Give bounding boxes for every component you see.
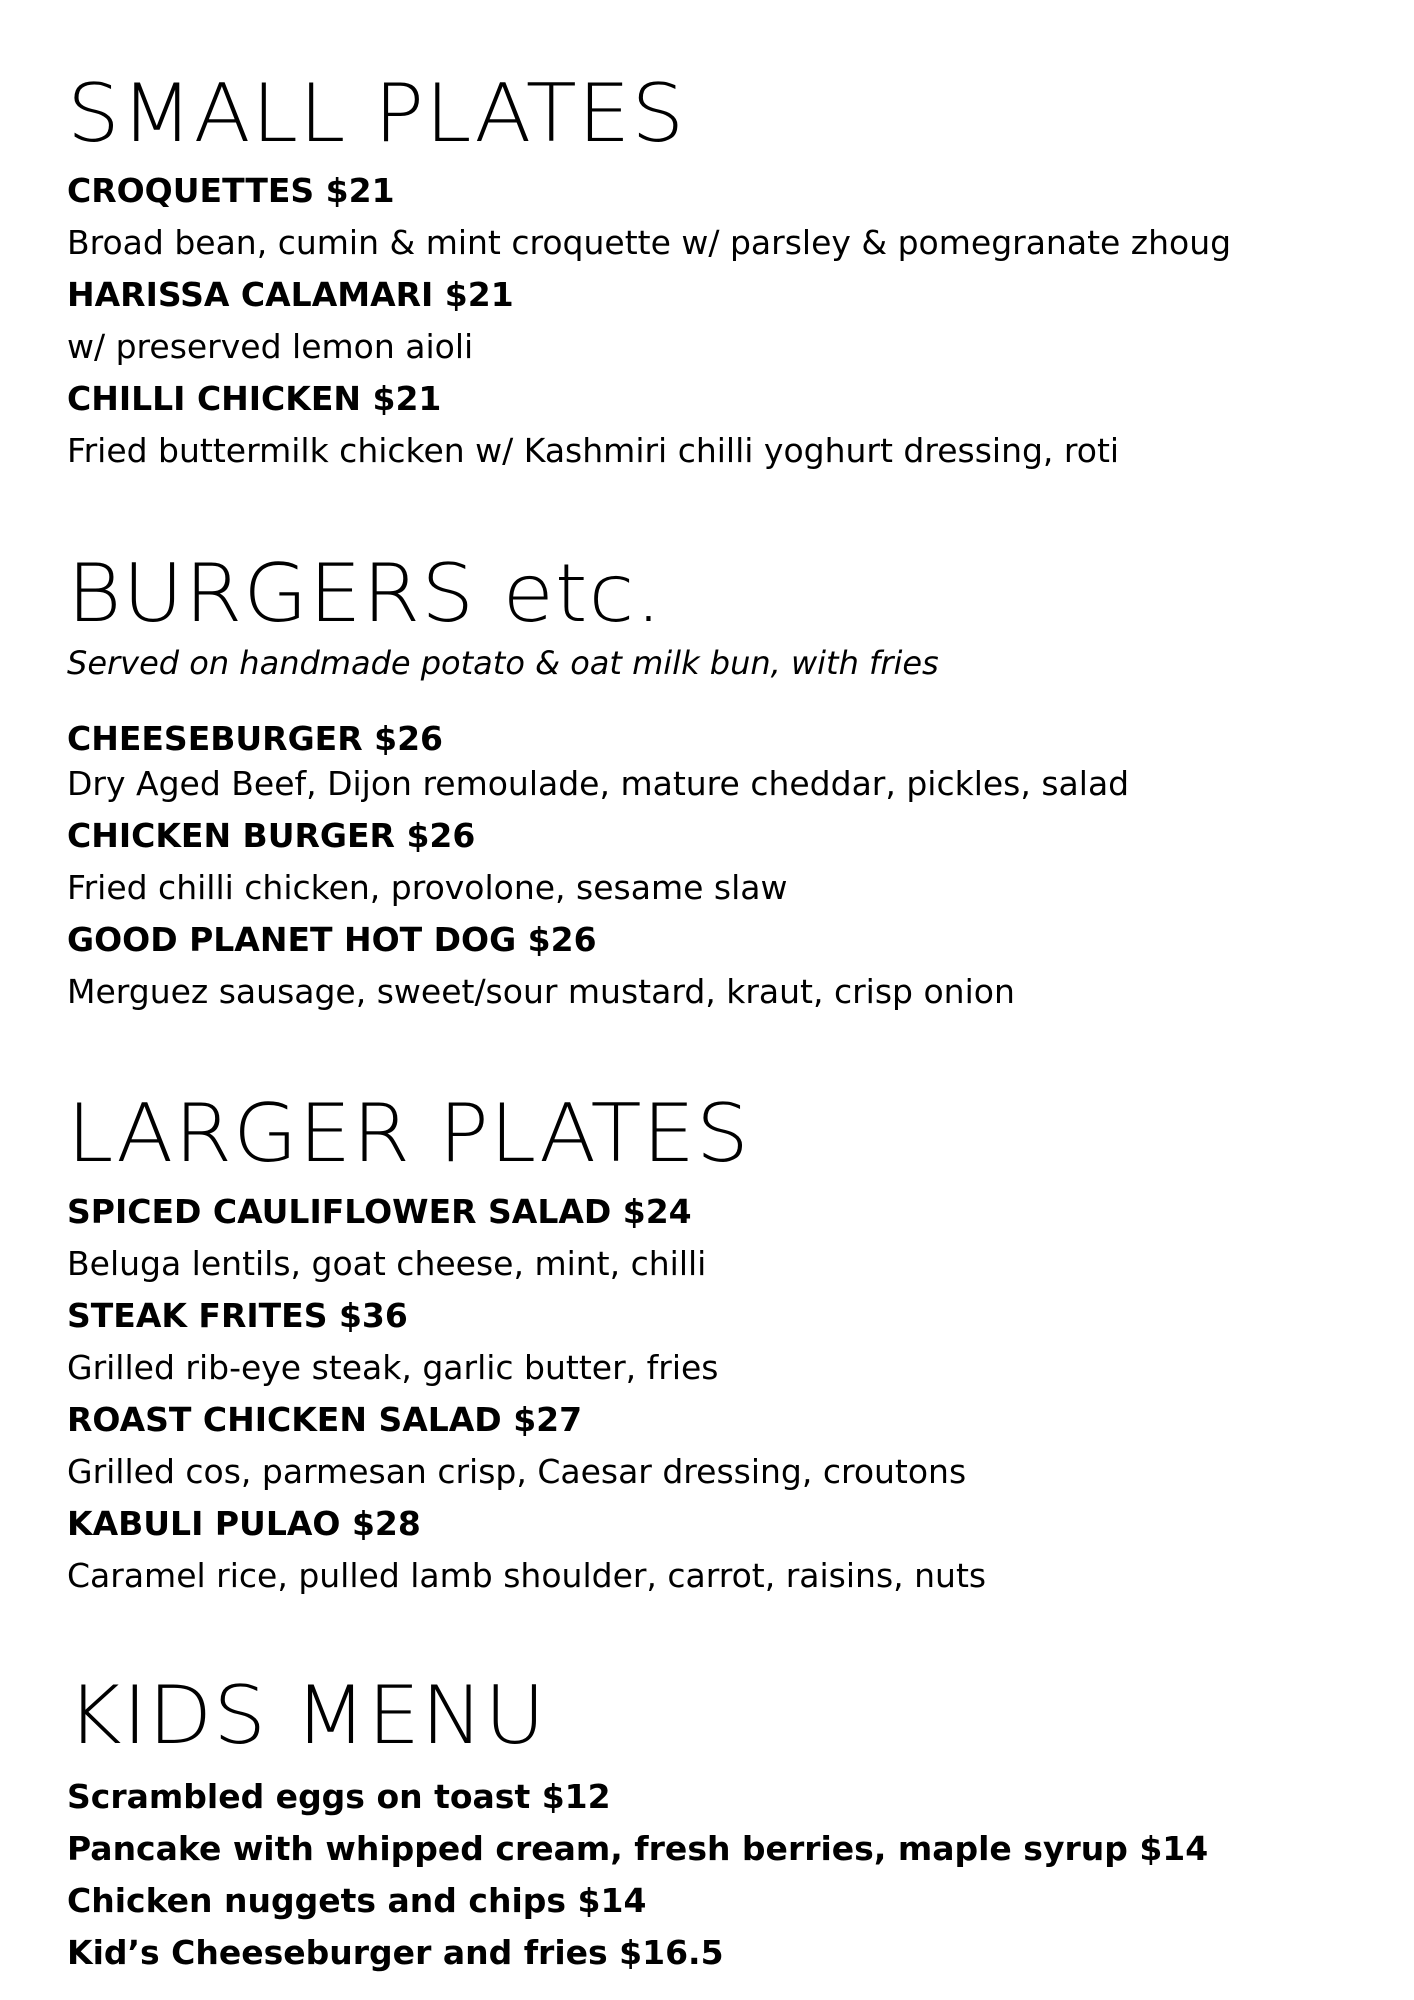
section-title-larger-plates: LARGER PLATES xyxy=(67,1087,750,1180)
menu-item-name: CROQUETTES $21 xyxy=(67,171,395,210)
menu-item-name: STEAK FRITES $36 xyxy=(67,1296,408,1335)
section-title-kids-menu: KIDS MENU xyxy=(67,1669,547,1762)
menu-item-description: Dry Aged Beef, Dijon remoulade, mature cheddar, pickles, salad xyxy=(67,764,1130,803)
kids-menu-item: Scrambled eggs on toast $12 xyxy=(67,1777,611,1816)
kids-menu-item: Pancake with whipped cream, fresh berries, maple syrup $14 xyxy=(67,1829,1209,1868)
menu-item-name: CHICKEN BURGER $26 xyxy=(67,816,476,855)
menu-item-description: Grilled rib-eye steak, garlic butter, fries xyxy=(67,1348,719,1387)
menu-item-name: KABULI PULAO $28 xyxy=(67,1504,421,1543)
menu-item-name: HARISSA CALAMARI $21 xyxy=(67,275,514,314)
menu-item-name: CHEESEBURGER $26 xyxy=(67,719,444,758)
menu-item-description: Grilled cos, parmesan crisp, Caesar dressing, croutons xyxy=(67,1452,967,1491)
menu-item-description: Broad bean, cumin & mint croquette w/ parsley & pomegranate zhoug xyxy=(67,223,1232,262)
menu-item-description: Merguez sausage, sweet/sour mustard, kraut, crisp onion xyxy=(67,972,1015,1011)
menu-item-name: ROAST CHICKEN SALAD $27 xyxy=(67,1400,583,1439)
section-subtitle-burgers: Served on handmade potato & oat milk bun, with fries xyxy=(67,644,939,682)
menu-item-description: Fried chilli chicken, provolone, sesame slaw xyxy=(67,868,788,907)
menu-item-description: w/ preserved lemon aioli xyxy=(67,327,474,366)
kids-menu-item: Chicken nuggets and chips $14 xyxy=(67,1881,647,1920)
kids-menu-item: Kid’s Cheeseburger and fries $16.5 xyxy=(67,1933,724,1972)
menu-item-name: CHILLI CHICKEN $21 xyxy=(67,379,442,418)
section-title-small-plates: SMALL PLATES xyxy=(67,67,686,160)
menu-item-name: SPICED CAULIFLOWER SALAD $24 xyxy=(67,1192,692,1231)
menu-item-description: Beluga lentils, goat cheese, mint, chilli xyxy=(67,1244,707,1283)
section-title-burgers: BURGERS etc. xyxy=(67,547,663,640)
menu-item-description: Fried buttermilk chicken w/ Kashmiri chilli yoghurt dressing, roti xyxy=(67,431,1120,470)
menu-item-description: Caramel rice, pulled lamb shoulder, carrot, raisins, nuts xyxy=(67,1556,987,1595)
menu-item-name: GOOD PLANET HOT DOG $26 xyxy=(67,920,597,959)
